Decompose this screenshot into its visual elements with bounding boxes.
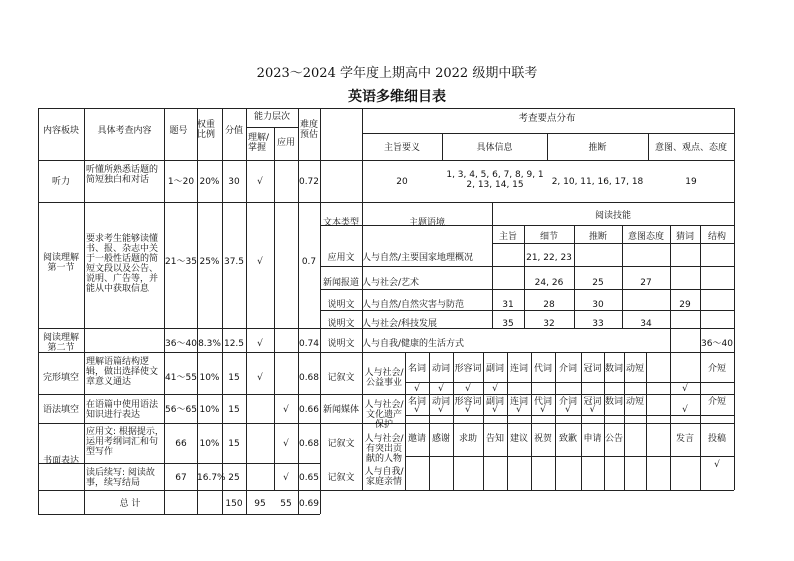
- page-subtitle: 英语多维细目表: [348, 89, 446, 105]
- header-rs-main: 主旨: [498, 232, 517, 242]
- header-text-type: 文本类型: [322, 218, 359, 228]
- page-title: 2023～2024 学年度上期高中 2022 级期中联考: [256, 66, 538, 81]
- grammar-mark: √: [682, 405, 688, 415]
- r1-type-4: 说明文: [327, 319, 355, 329]
- listening-module: 听力: [51, 177, 70, 187]
- header-weight: 权重比例: [197, 120, 216, 140]
- pos-header: 动词: [431, 397, 450, 407]
- grid-line: [670, 225, 671, 352]
- header-module: 内容板块: [42, 126, 79, 136]
- cloze-mark: √: [682, 384, 688, 394]
- r1-main-4: 35: [502, 319, 514, 329]
- writing-type-header: 告知: [485, 434, 504, 444]
- grammar-weight: 10%: [199, 405, 220, 415]
- cloze-mark: √: [492, 384, 498, 394]
- r1-guess-3: 29: [679, 300, 691, 310]
- grid-line: [700, 225, 701, 352]
- total-understand: 95: [254, 499, 266, 509]
- pos-header: 动短: [625, 397, 644, 407]
- reading1-score: 37.5: [223, 257, 245, 267]
- cloze-difficulty: 0.68: [298, 373, 320, 383]
- writing-b-score: 25: [228, 473, 240, 483]
- pos-header: 代词: [533, 397, 552, 407]
- grammar-difficulty: 0.66: [298, 405, 320, 415]
- writing-b-theme: 人与自我/家庭亲情: [364, 467, 404, 487]
- writing-a-apply: √: [283, 439, 289, 449]
- grid-line: [405, 415, 734, 416]
- writing-a-difficulty: 0.68: [298, 439, 320, 449]
- writing-b-qnum: 67: [175, 473, 187, 483]
- grammar-mark: √: [516, 405, 522, 415]
- r1-theme-1: 人与自然/主要国家地理概况: [362, 253, 474, 263]
- r1-theme-2: 人与社会/艺术: [362, 278, 420, 288]
- grid-line: [246, 127, 298, 128]
- pos-header: 形容词: [454, 397, 482, 407]
- r1-type-2: 新闻报道: [322, 278, 359, 288]
- r1-intent-2: 27: [640, 278, 652, 288]
- total-score: 150: [225, 499, 243, 509]
- grid-line: [646, 352, 647, 490]
- writing-type-header: 求助: [458, 434, 477, 444]
- pos-header: 名词: [407, 364, 426, 374]
- reading2-module: 阅读理解第二节: [42, 333, 79, 353]
- grid-line: [362, 133, 734, 134]
- header-score: 分值: [224, 126, 243, 136]
- r1-theme-4: 人与社会/科技发展: [362, 319, 438, 329]
- writing-b-apply: √: [283, 473, 289, 483]
- grid-line: [670, 352, 671, 490]
- r1-intent-4: 34: [640, 319, 652, 329]
- r1-inference-4: 33: [592, 319, 604, 329]
- writing-type-header: 发言: [675, 434, 694, 444]
- header-reading-skills: 阅读技能: [594, 211, 631, 221]
- grid-line: [222, 108, 223, 514]
- grid-line: [320, 108, 321, 514]
- cloze-mark: √: [414, 384, 420, 394]
- header-inference: 推断: [588, 143, 607, 153]
- reading1-content: 要求考生能够读懂书、报、杂志中关于一般性话题的简短文段以及公告、说明、广告等，并能从中获取信息: [86, 234, 159, 294]
- grid-line: [38, 352, 734, 353]
- header-distribution: 考查要点分布: [518, 113, 576, 124]
- reading2-qnum: 36～40: [165, 339, 197, 349]
- pos-header: 代词: [533, 364, 552, 374]
- cloze-understand: √: [257, 373, 263, 383]
- r1-detail-4: 32: [543, 319, 555, 329]
- grammar-mark: √: [465, 405, 471, 415]
- writing-type-header: 投稿: [707, 434, 726, 444]
- grid-line: [246, 108, 247, 514]
- listening-understand: √: [257, 177, 263, 187]
- reading2-weight: 8.3%: [198, 339, 221, 349]
- grid-line: [38, 202, 734, 203]
- pos-header: 介短: [707, 364, 726, 374]
- cloze-score: 15: [228, 373, 240, 383]
- cloze-mark: √: [438, 384, 444, 394]
- grid-line: [320, 289, 734, 290]
- grammar-qnum: 56～65: [165, 405, 197, 415]
- header-difficulty: 难度预估: [300, 120, 319, 140]
- listening-main-idea: 20: [396, 177, 408, 187]
- writing-b-type: 记叙文: [327, 473, 355, 483]
- pos-header: 介短: [707, 397, 726, 407]
- header-rs-detail: 细节: [539, 232, 558, 242]
- grid-line: [38, 394, 734, 395]
- header-intent: 意图、观点、态度: [654, 143, 727, 153]
- listening-inference: 2, 10, 11, 16, 17, 18: [551, 177, 644, 187]
- cloze-mark: √: [465, 384, 471, 394]
- header-apply: 应用: [276, 138, 295, 148]
- grid-line: [734, 108, 735, 490]
- r1-type-3: 说明文: [327, 300, 355, 310]
- writing-type-header: 建议: [509, 434, 528, 444]
- cloze-module: 完形填空: [42, 373, 79, 383]
- grid-line: [84, 108, 85, 514]
- header-rs-structure: 结构: [707, 232, 726, 242]
- cloze-weight: 10%: [199, 373, 220, 383]
- grid-line: [197, 108, 198, 514]
- header-main-idea: 主旨要义: [383, 143, 420, 153]
- grammar-score: 15: [228, 405, 240, 415]
- total-apply: 55: [280, 499, 292, 509]
- grid-line: [38, 108, 734, 109]
- grid-line: [320, 310, 734, 311]
- r1-detail-2: 24, 26: [534, 278, 564, 288]
- writing-a-score: 15: [228, 439, 240, 449]
- writing-a-qnum: 66: [175, 439, 187, 449]
- grammar-content: 在语篇中使用语法知识进行表达: [86, 400, 159, 420]
- reading2-score: 12.5: [223, 339, 245, 349]
- listening-weight: 20%: [199, 177, 220, 187]
- listening-score: 30: [228, 177, 240, 187]
- cloze-type: 记叙文: [327, 373, 355, 383]
- pos-header: 形容词: [454, 364, 482, 374]
- grammar-mark: √: [565, 405, 571, 415]
- writing-a-theme: 人与社会/有突出贡献的人物: [364, 434, 404, 464]
- header-rs-guess: 猜词: [675, 232, 694, 242]
- grid-line: [38, 108, 39, 514]
- r1-type-1: 应用文: [327, 253, 355, 263]
- grammar-mark: √: [540, 405, 546, 415]
- cloze-content: 理解语篇结构逻辑，做出选择使文章意义通达: [86, 357, 159, 387]
- pos-header: 数词: [604, 364, 623, 374]
- grid-line: [320, 266, 734, 267]
- pos-header: 连词: [509, 364, 528, 374]
- header-theme: 主题语境: [408, 218, 445, 228]
- reading1-qnum: 21～35: [165, 257, 197, 267]
- cloze-qnum: 41～55: [165, 373, 197, 383]
- reading1-understand: √: [257, 257, 263, 267]
- pos-header: 动词: [431, 364, 450, 374]
- pos-header: 连词: [509, 397, 528, 407]
- grid-line: [164, 108, 165, 514]
- header-rs-intent: 意图态度: [627, 232, 664, 242]
- r1-detail-3: 28: [543, 300, 555, 310]
- cloze-theme: 人与社会/公益事业: [364, 368, 404, 388]
- reading2-understand: √: [257, 339, 263, 349]
- header-understand: 理解/掌握: [248, 133, 270, 153]
- reading1-difficulty: 0.7: [301, 257, 317, 267]
- writing-type-header: 申请: [583, 434, 602, 444]
- reading1-weight: 25%: [199, 257, 220, 267]
- r1-theme-3: 人与自然/自然灾害与防范: [362, 300, 465, 310]
- writing-b-weight: 16.7%: [197, 473, 226, 483]
- listening-qnum: 1～20: [167, 177, 195, 187]
- r1-inference-2: 25: [592, 278, 604, 288]
- total-difficulty: 0.69: [298, 499, 320, 509]
- writing-a-type: 记叙文: [327, 439, 355, 449]
- r1-main-3: 31: [502, 300, 514, 310]
- writing-a-weight: 10%: [199, 439, 220, 449]
- pos-header: 数词: [604, 397, 623, 407]
- grid-line: [362, 108, 363, 490]
- grid-line: [164, 463, 320, 464]
- grammar-apply: √: [283, 405, 289, 415]
- pos-header: 副词: [485, 364, 504, 374]
- writing-module: 书面表达: [42, 456, 79, 466]
- grid-line: [405, 382, 734, 383]
- listening-content: 听懂所熟悉话题的简短独白和对话: [86, 165, 159, 185]
- writing-a-content: 应用文: 根据提示，运用考纲词汇和句型写作: [86, 427, 164, 457]
- grid-line: [492, 243, 734, 244]
- writing-type-header: 致歉: [558, 434, 577, 444]
- reading2-difficulty: 0.74: [298, 339, 320, 349]
- grammar-mark: √: [438, 405, 444, 415]
- reading2-structure: 36～40: [701, 339, 733, 349]
- listening-difficulty: 0.72: [298, 177, 320, 187]
- grid-line: [38, 490, 734, 491]
- r1-inference-3: 30: [592, 300, 604, 310]
- grammar-mark: √: [414, 405, 420, 415]
- pos-header: 名词: [407, 397, 426, 407]
- header-content: 具体考查内容: [97, 126, 152, 136]
- writing-type-header: 公告: [604, 434, 623, 444]
- listening-intent: 19: [685, 177, 697, 187]
- grid-line: [38, 514, 320, 515]
- writing-b-difficulty: 0.65: [298, 473, 320, 483]
- reading2-theme: 人与自我/健康的生活方式: [362, 339, 465, 349]
- writing-type-header: 祝贺: [533, 434, 552, 444]
- grid-line: [405, 456, 734, 457]
- grid-line: [274, 127, 275, 490]
- reading2-type: 说明文: [327, 339, 355, 349]
- pos-header: 冠词: [583, 364, 602, 374]
- pos-header: 介词: [558, 364, 577, 374]
- grammar-mark: √: [492, 405, 498, 415]
- r1-detail-1: 21, 22, 23: [526, 253, 572, 263]
- pos-header: 副词: [485, 397, 504, 407]
- grammar-type: 新闻媒体: [322, 405, 359, 415]
- pos-header: 介词: [558, 397, 577, 407]
- grammar-theme: 人与社会/文化遗产保护: [364, 400, 404, 430]
- header-rs-inference: 推断: [588, 232, 607, 242]
- total-label: 总 计: [119, 499, 141, 509]
- grid-line: [298, 108, 299, 514]
- pos-header: 动短: [625, 364, 644, 374]
- writing-type-header: 邀请: [407, 434, 426, 444]
- writing-type-header: 感谢: [431, 434, 450, 444]
- header-ability: 能力层次: [253, 112, 290, 122]
- grammar-module: 语法填空: [42, 405, 79, 415]
- header-specific: 具体信息: [476, 143, 513, 153]
- reading1-module: 阅读理解第一节: [42, 253, 79, 273]
- writing-mark: √: [714, 460, 720, 470]
- writing-b-content: 读后续写: 阅读故事，续写结局: [86, 468, 155, 488]
- listening-specific: 1, 3, 4, 5, 6, 7, 8, 9, 12, 13, 14, 15: [446, 170, 544, 190]
- header-qnum: 题号: [169, 126, 188, 136]
- grid-line: [38, 160, 734, 161]
- grammar-mark: √: [589, 405, 596, 415]
- pos-header: 冠词: [583, 397, 602, 407]
